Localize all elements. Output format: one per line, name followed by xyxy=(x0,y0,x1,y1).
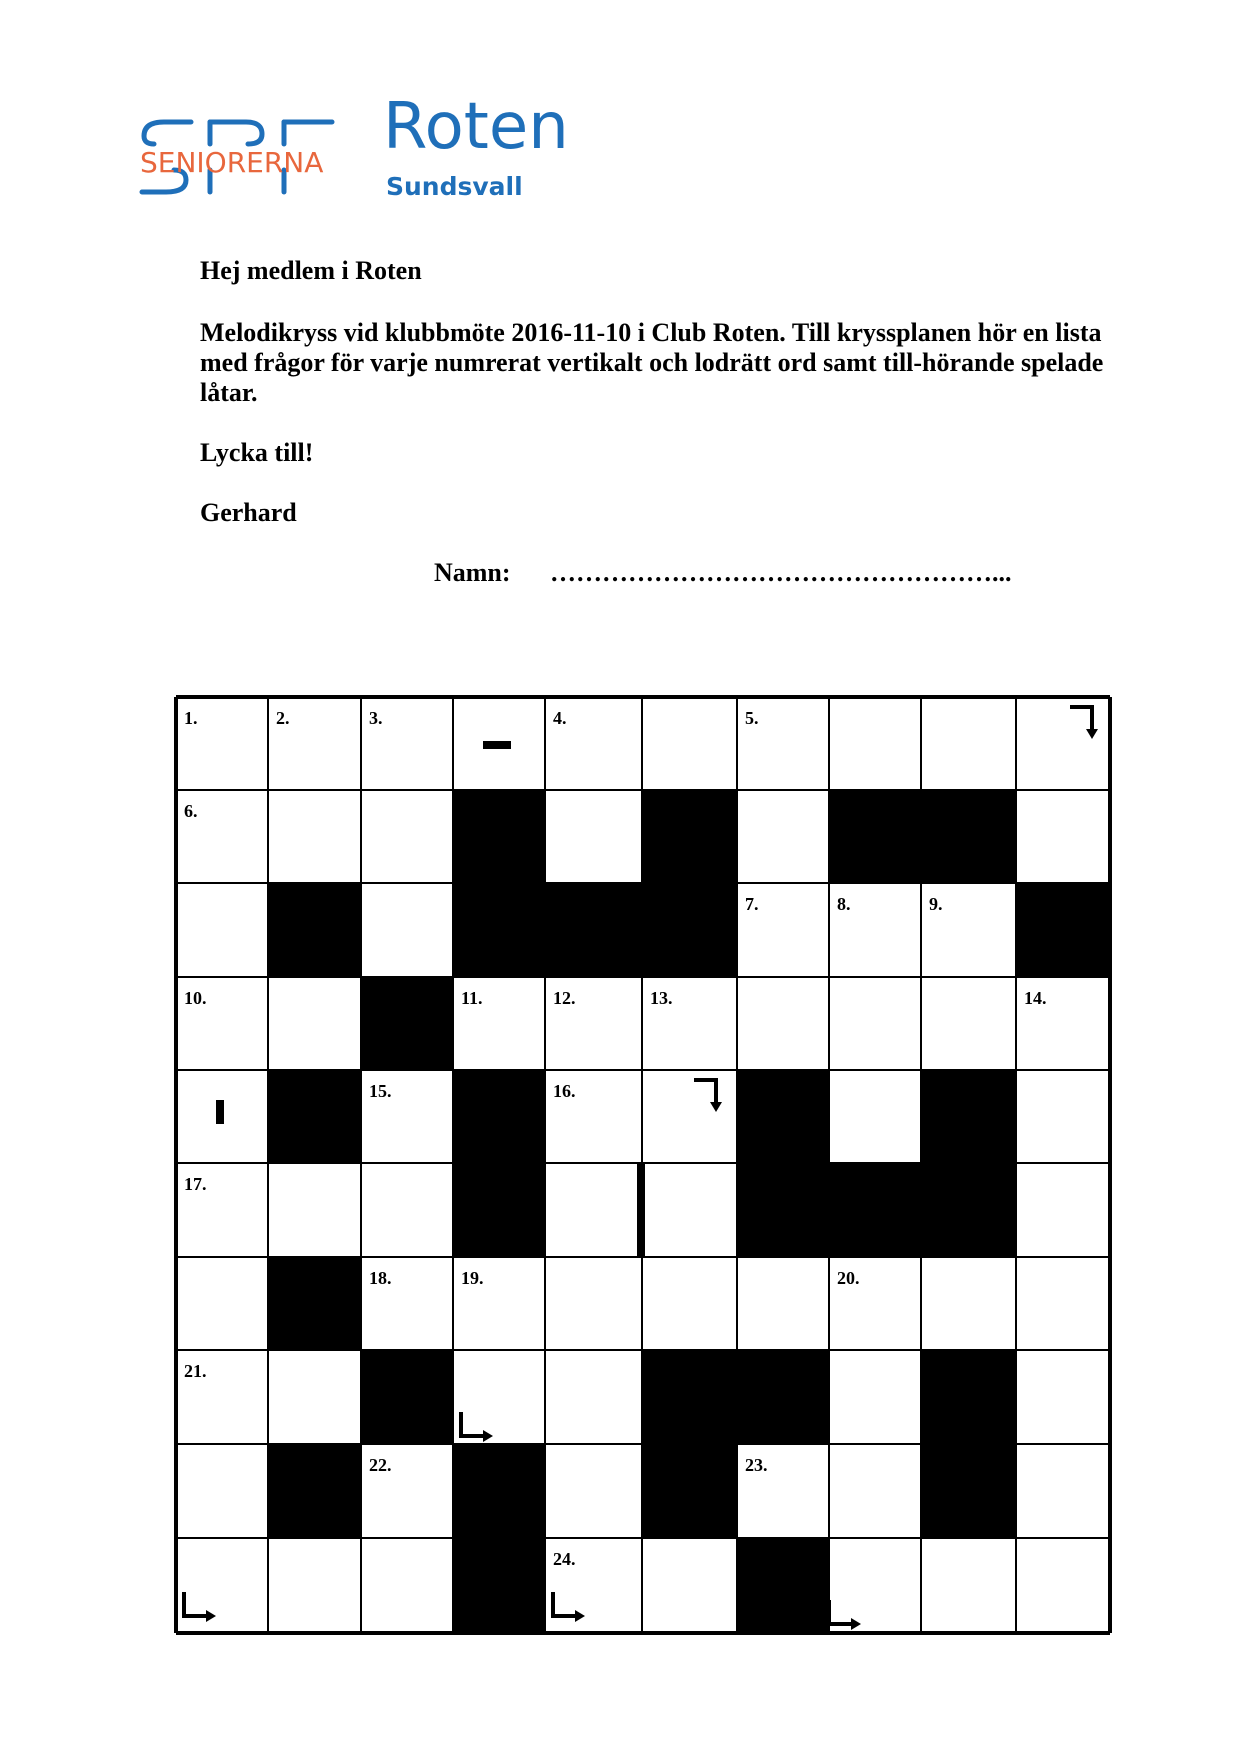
black-cell xyxy=(1016,883,1110,977)
greeting: Hej medlem i Roten xyxy=(200,256,422,285)
arrow-down-icon xyxy=(1066,703,1106,743)
clue-number: 7. xyxy=(745,894,759,914)
clue-number: 3. xyxy=(369,708,383,728)
grid-line-horizontal xyxy=(176,1537,1110,1539)
black-cell xyxy=(268,1444,361,1538)
separator-bar xyxy=(637,1163,645,1257)
black-cell xyxy=(268,1070,361,1163)
grid-line-vertical xyxy=(828,697,830,1633)
crossword-grid xyxy=(176,697,1110,1633)
clue-number: 6. xyxy=(184,801,198,821)
clue-number: 19. xyxy=(461,1268,484,1288)
black-cell xyxy=(453,1444,545,1538)
clue-number: 16. xyxy=(553,1081,576,1101)
clue-number: 2. xyxy=(276,708,290,728)
arrow-right-icon xyxy=(825,1596,865,1636)
seniorerna-text: SENIORERNA xyxy=(140,146,324,179)
clue-number: 20. xyxy=(837,1268,860,1288)
grid-line-vertical xyxy=(736,697,738,1633)
clue-number: 4. xyxy=(553,708,567,728)
black-cell xyxy=(737,1070,829,1163)
grid-line-horizontal xyxy=(176,1631,1110,1635)
clue-number: 9. xyxy=(929,894,943,914)
grid-line-vertical xyxy=(1015,697,1017,1633)
clue-number: 14. xyxy=(1024,988,1047,1008)
intro-paragraph: Melodikryss vid klubbmöte 2016-11-10 i Club Roten. Till kryssplanen hör en lista med frågor för varje numrerat vertikalt och lodrätt ord samt till-hörande spelade låtar. xyxy=(200,318,1104,407)
black-cell xyxy=(268,1257,361,1350)
clue-number: 21. xyxy=(184,1361,207,1381)
clue-number: 1. xyxy=(184,708,198,728)
clue-number: 13. xyxy=(650,988,673,1008)
clue-number: 5. xyxy=(745,708,759,728)
arrow-down-icon xyxy=(690,1076,730,1116)
black-cell xyxy=(453,1163,545,1257)
clue-number: 22. xyxy=(369,1455,392,1475)
clue-number: 11. xyxy=(461,988,483,1008)
black-cell xyxy=(453,1538,545,1633)
grid-line-horizontal xyxy=(176,1069,1110,1071)
black-cell xyxy=(453,883,737,977)
arrow-right-icon xyxy=(180,1588,220,1628)
grid-line-vertical xyxy=(920,697,922,1633)
clue-number: 24. xyxy=(553,1549,576,1569)
grid-line-horizontal xyxy=(176,695,1110,699)
black-cell xyxy=(453,790,545,883)
black-cell xyxy=(361,1350,453,1444)
black-cell xyxy=(921,1444,1016,1538)
clue-number: 12. xyxy=(553,988,576,1008)
black-cell xyxy=(642,790,737,883)
grid-line-vertical xyxy=(452,697,454,1633)
black-cell xyxy=(361,977,453,1070)
grid-line-vertical xyxy=(544,697,546,1633)
black-cell xyxy=(737,1538,829,1633)
clue-number: 18. xyxy=(369,1268,392,1288)
name-field[interactable]: ……………………………………………... xyxy=(550,558,1012,587)
name-label: Namn: xyxy=(434,558,511,587)
grid-line-horizontal xyxy=(176,789,1110,791)
logo xyxy=(136,90,576,210)
separator-bar xyxy=(483,741,511,749)
clue-number: 17. xyxy=(184,1174,207,1194)
black-cell xyxy=(737,1163,1016,1257)
good-luck-text: Lycka till! xyxy=(200,438,314,467)
black-cell xyxy=(268,883,361,977)
black-cell xyxy=(642,1444,737,1538)
black-cell xyxy=(921,1350,1016,1444)
black-cell xyxy=(453,1070,545,1163)
separator-bar xyxy=(216,1100,224,1124)
clue-number: 23. xyxy=(745,1455,768,1475)
sundsvall-logo-text: Sundsvall xyxy=(386,172,523,201)
arrow-right-icon xyxy=(549,1588,589,1628)
black-cell xyxy=(921,1070,1016,1163)
black-cell xyxy=(829,790,1016,883)
grid-line-horizontal xyxy=(176,976,1110,978)
grid-line-vertical xyxy=(1108,697,1112,1633)
grid-line-horizontal xyxy=(176,1443,1110,1445)
clue-number: 8. xyxy=(837,894,851,914)
grid-line-horizontal xyxy=(176,882,1110,884)
arrow-right-icon xyxy=(457,1408,497,1448)
clue-number: 15. xyxy=(369,1081,392,1101)
grid-line-vertical xyxy=(174,697,178,1633)
signature: Gerhard xyxy=(200,498,297,527)
clue-number: 10. xyxy=(184,988,207,1008)
grid-line-horizontal xyxy=(176,1349,1110,1351)
grid-line-vertical xyxy=(267,697,269,1633)
grid-line-vertical xyxy=(360,697,362,1633)
roten-logo-text: Roten xyxy=(383,90,569,164)
